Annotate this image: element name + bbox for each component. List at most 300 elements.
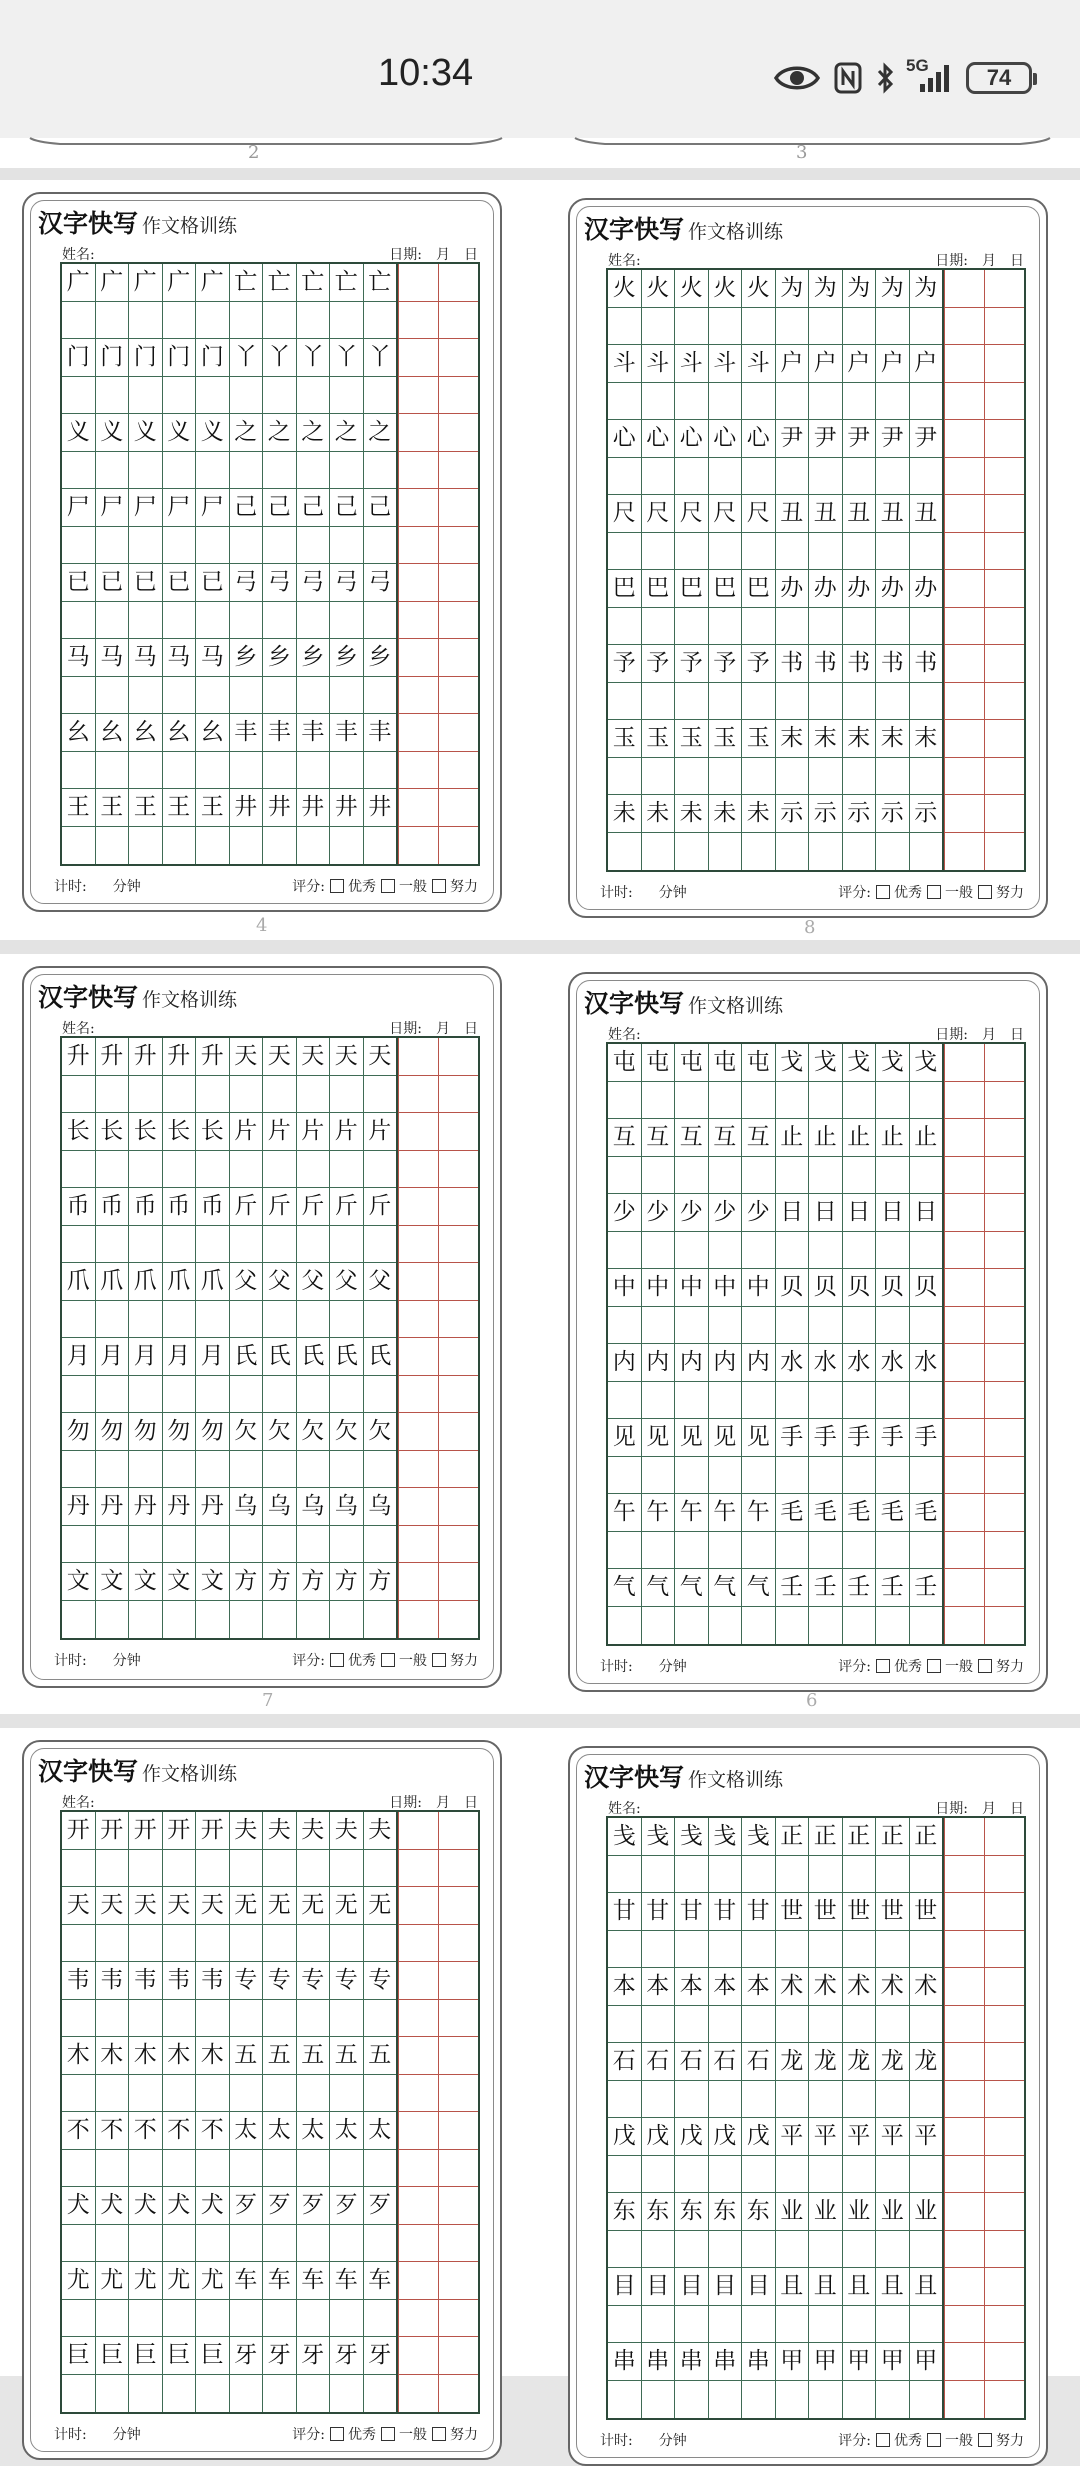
blank-cell: [230, 677, 264, 714]
char-cell: 示: [914, 799, 938, 826]
red-cell: [945, 1232, 985, 1269]
blank-cell: [330, 527, 364, 564]
blank-cell: [196, 452, 230, 489]
char-cell: 丹: [62, 1488, 96, 1525]
effort-checkbox[interactable]: [978, 1659, 992, 1673]
char-cell: 乡: [330, 639, 364, 676]
char-cell: 见: [608, 1419, 642, 1456]
char-cell: 屯: [608, 1044, 642, 1081]
char-cell: 互: [608, 1119, 642, 1156]
blank-cell: [709, 2381, 743, 2419]
blank-cell: [163, 377, 197, 414]
red-cell: [985, 2306, 1024, 2343]
red-practice-column: [398, 1812, 478, 2412]
char-cell: 不: [129, 2112, 163, 2149]
worksheet-card[interactable]: [22, 966, 502, 1688]
char-cell: 书: [914, 649, 938, 676]
char-cell: 斗: [742, 345, 776, 382]
month-text: 月: [436, 1021, 450, 1037]
blank-row: [62, 2000, 396, 2038]
average-checkbox[interactable]: [927, 2433, 941, 2447]
date-text: 日期:: [389, 1795, 422, 1811]
blank-cell: [642, 758, 676, 795]
char-cell: 尤: [129, 2262, 163, 2299]
char-cell: 长: [129, 1113, 163, 1150]
card-title: [38, 978, 237, 1014]
page-section-3[interactable]: [0, 1728, 1080, 2449]
blank-cell: [876, 533, 910, 570]
char-cell: 月: [196, 1338, 230, 1375]
red-cell: [985, 608, 1024, 645]
blank-cell: [675, 683, 709, 720]
char-cell: 丰: [368, 718, 392, 745]
blank-row: [608, 758, 942, 796]
char-cell: 毛: [843, 1494, 877, 1531]
blank-cell: [129, 2075, 163, 2112]
blank-cell: [675, 2081, 709, 2118]
red-cell: [399, 1188, 439, 1225]
blank-cell: [843, 1532, 877, 1569]
char-cell: 义: [163, 414, 197, 451]
red-row: [945, 458, 1024, 496]
red-row: [399, 1038, 478, 1076]
red-row: [399, 1563, 478, 1601]
char-cell: 东: [709, 2193, 743, 2230]
effort-checkbox[interactable]: [432, 2427, 446, 2441]
char-cell: 乌: [330, 1488, 364, 1525]
red-row: [945, 1532, 1024, 1570]
red-cell: [399, 2375, 439, 2413]
blank-cell: [642, 1082, 676, 1119]
title-main: 汉字快写: [584, 989, 685, 1018]
blank-cell: [709, 1232, 743, 1269]
red-cell: [985, 1269, 1024, 1306]
blank-cell: [776, 2006, 810, 2043]
char-cell: 予: [742, 645, 776, 682]
char-cell: 少: [608, 1194, 642, 1231]
char-cell: 王: [163, 789, 197, 826]
char-cell: 天: [196, 1887, 230, 1924]
excellent-checkbox[interactable]: [876, 2433, 890, 2447]
char-cell: 丹: [96, 1488, 130, 1525]
blank-cell: [230, 602, 264, 639]
char-cell: 巨: [62, 2337, 96, 2374]
red-cell: [945, 2043, 985, 2080]
char-cell: 办: [776, 570, 810, 607]
status-icons: [774, 58, 1032, 98]
blank-cell: [742, 1607, 776, 1645]
char-cell: 专: [230, 1962, 264, 1999]
blank-cell: [196, 2075, 230, 2112]
blank-cell: [642, 2306, 676, 2343]
char-cell: 甲: [843, 2343, 877, 2380]
blank-cell: [230, 1226, 264, 1263]
blank-row: [608, 1607, 942, 1645]
date-label: [935, 250, 1024, 270]
char-cell: 斤: [230, 1188, 264, 1225]
char-cell: 已: [196, 564, 230, 601]
char-cell: 巨: [163, 2337, 197, 2374]
day-text: 日: [1010, 1027, 1024, 1043]
excellent-checkbox[interactable]: [330, 2427, 344, 2441]
blank-cell: [910, 1382, 943, 1419]
char-cell: 世: [914, 1897, 938, 1924]
char-cell: 门: [163, 339, 197, 376]
red-row: [945, 2343, 1024, 2381]
blank-cell: [330, 677, 364, 714]
char-cell: 丰: [263, 714, 297, 751]
worksheet-card[interactable]: [568, 198, 1048, 918]
blank-cell: [876, 608, 910, 645]
blank-cell: [608, 2081, 642, 2118]
blank-cell: [230, 452, 264, 489]
average-checkbox[interactable]: [381, 1653, 395, 1667]
worksheet-card[interactable]: [568, 972, 1048, 1692]
blank-cell: [742, 2006, 776, 2043]
char-cell: 弓: [230, 564, 264, 601]
writing-area: [62, 1812, 398, 2412]
blank-cell: [675, 383, 709, 420]
char-cell: 歹: [330, 2187, 364, 2224]
blank-row: [62, 602, 396, 640]
char-cell: 文: [129, 1563, 163, 1600]
excellent-checkbox[interactable]: [876, 885, 890, 899]
average-checkbox[interactable]: [381, 2427, 395, 2441]
char-row: [608, 2043, 942, 2081]
char-cell: 互: [642, 1119, 676, 1156]
char-cell: 尺: [608, 495, 642, 532]
excellent-checkbox[interactable]: [876, 1659, 890, 1673]
blank-cell: [809, 1232, 843, 1269]
title-main: 汉字快写: [38, 209, 139, 238]
blank-cell: [843, 1856, 877, 1893]
blank-cell: [809, 533, 843, 570]
red-row: [945, 2006, 1024, 2044]
score-label: 评分:: [292, 2427, 325, 2443]
char-cell: 止: [809, 1119, 843, 1156]
blank-cell: [129, 752, 163, 789]
blank-cell: [910, 1931, 943, 1968]
blank-cell: [297, 2000, 331, 2037]
red-cell: [439, 1925, 478, 1962]
red-cell: [399, 564, 439, 601]
blank-cell: [129, 377, 163, 414]
blank-cell: [330, 302, 364, 339]
char-cell: 马: [196, 639, 230, 676]
average-checkbox[interactable]: [927, 1659, 941, 1673]
red-row: [399, 752, 478, 790]
month-text: 月: [982, 253, 996, 269]
blank-cell: [876, 2081, 910, 2118]
blank-cell: [96, 827, 130, 865]
card-title: [584, 984, 783, 1020]
red-practice-column: [944, 1818, 1024, 2418]
nfc-icon: [834, 62, 862, 94]
blank-row: [62, 2075, 396, 2113]
blank-row: [608, 458, 942, 496]
excellent-checkbox[interactable]: [330, 1653, 344, 1667]
blank-cell: [709, 308, 743, 345]
red-cell: [399, 2337, 439, 2374]
blank-cell: [297, 2300, 331, 2337]
blank-cell: [96, 602, 130, 639]
char-cell: 太: [230, 2112, 264, 2149]
blank-cell: [675, 2306, 709, 2343]
blank-cell: [876, 1232, 910, 1269]
blank-cell: [230, 2000, 264, 2037]
blank-cell: [196, 677, 230, 714]
char-cell: 乡: [368, 643, 392, 670]
excellent-label: 优秀: [894, 885, 922, 901]
blank-cell: [364, 2375, 397, 2413]
red-cell: [439, 1451, 478, 1488]
worksheet-card[interactable]: [22, 1740, 502, 2460]
blank-cell: [196, 1226, 230, 1263]
blank-cell: [608, 833, 642, 871]
network-type: 5G: [906, 56, 929, 75]
blank-cell: [297, 2075, 331, 2112]
blank-cell: [843, 2306, 877, 2343]
char-cell: 尺: [675, 495, 709, 532]
char-cell: 韦: [163, 1962, 197, 1999]
red-row: [945, 1569, 1024, 1607]
blank-row: [608, 1307, 942, 1345]
char-cell: 毛: [776, 1494, 810, 1531]
blank-cell: [608, 683, 642, 720]
char-cell: 屯: [675, 1044, 709, 1081]
blank-cell: [910, 2156, 943, 2193]
average-label: 一般: [399, 2427, 427, 2443]
red-row: [399, 1376, 478, 1414]
blank-cell: [196, 1526, 230, 1563]
red-cell: [985, 720, 1024, 757]
blank-cell: [263, 452, 297, 489]
char-cell: 天: [263, 1038, 297, 1075]
blank-cell: [62, 1076, 96, 1113]
title-sub: 作文格训练: [142, 215, 238, 237]
blank-cell: [96, 377, 130, 414]
blank-cell: [709, 2231, 743, 2268]
page-number: 4: [256, 915, 268, 936]
blank-cell: [330, 1376, 364, 1413]
char-cell: 毛: [809, 1494, 843, 1531]
char-cell: 少: [709, 1194, 743, 1231]
red-cell: [439, 1887, 478, 1924]
blank-cell: [62, 1601, 96, 1639]
blank-cell: [163, 2300, 197, 2337]
char-cell: 丰: [230, 714, 264, 751]
score-area: [292, 1650, 478, 1670]
blank-cell: [96, 677, 130, 714]
blank-cell: [297, 602, 331, 639]
blank-cell: [96, 1376, 130, 1413]
blank-cell: [230, 2300, 264, 2337]
blank-cell: [297, 1151, 331, 1188]
char-cell: 见: [742, 1419, 776, 1456]
blank-cell: [263, 1526, 297, 1563]
red-cell: [399, 414, 439, 451]
char-cell: 示: [776, 795, 810, 832]
red-row: [399, 827, 478, 865]
red-row: [399, 789, 478, 827]
char-cell: 专: [263, 1962, 297, 1999]
blank-row: [608, 2006, 942, 2044]
blank-cell: [642, 1931, 676, 1968]
char-cell: 歹: [297, 2187, 331, 2224]
char-cell: 中: [675, 1269, 709, 1306]
blank-cell: [163, 527, 197, 564]
blank-cell: [330, 1076, 364, 1113]
red-cell: [439, 789, 478, 826]
blank-cell: [608, 608, 642, 645]
blank-cell: [709, 758, 743, 795]
char-cell: 片: [368, 1117, 392, 1144]
blank-row: [608, 1457, 942, 1495]
char-cell: 尺: [709, 495, 743, 532]
char-cell: 中: [608, 1269, 642, 1306]
char-cell: 午: [742, 1494, 776, 1531]
red-cell: [945, 420, 985, 457]
char-cell: 无: [330, 1887, 364, 1924]
char-cell: 车: [263, 2262, 297, 2299]
char-cell: 片: [263, 1113, 297, 1150]
blank-cell: [776, 758, 810, 795]
blank-cell: [910, 758, 943, 795]
char-cell: 木: [163, 2037, 197, 2074]
blank-cell: [910, 383, 943, 420]
char-cell: 马: [163, 639, 197, 676]
red-row: [399, 1151, 478, 1189]
red-row: [399, 1887, 478, 1925]
page-section-2[interactable]: [0, 954, 1080, 1714]
blank-row: [608, 2081, 942, 2119]
red-cell: [439, 2075, 478, 2112]
red-cell: [945, 2381, 985, 2419]
blank-cell: [263, 827, 297, 865]
char-cell: 甲: [776, 2343, 810, 2380]
blank-cell: [742, 1856, 776, 1893]
char-cell: 丫: [330, 339, 364, 376]
blank-cell: [163, 677, 197, 714]
blank-cell: [263, 1451, 297, 1488]
blank-row: [608, 1856, 942, 1894]
red-cell: [985, 270, 1024, 307]
char-cell: 且: [843, 2268, 877, 2305]
red-cell: [439, 714, 478, 751]
average-checkbox[interactable]: [381, 879, 395, 893]
average-checkbox[interactable]: [927, 885, 941, 899]
practice-grid: [60, 1810, 480, 2414]
blank-cell: [330, 1451, 364, 1488]
red-cell: [399, 789, 439, 826]
char-cell: 贝: [914, 1273, 938, 1300]
blank-cell: [330, 2300, 364, 2337]
red-row: [399, 564, 478, 602]
effort-checkbox[interactable]: [978, 885, 992, 899]
char-cell: 专: [330, 1962, 364, 1999]
char-cell: 氏: [263, 1338, 297, 1375]
char-cell: 壬: [876, 1569, 910, 1606]
char-row: [608, 1419, 942, 1457]
char-cell: 文: [196, 1563, 230, 1600]
blank-cell: [642, 458, 676, 495]
char-cell: 业: [776, 2193, 810, 2230]
blank-cell: [62, 827, 96, 865]
blank-cell: [809, 1457, 843, 1494]
char-row: [608, 1344, 942, 1382]
char-row: [62, 1338, 396, 1376]
red-cell: [399, 1301, 439, 1338]
effort-checkbox[interactable]: [432, 1653, 446, 1667]
effort-checkbox[interactable]: [978, 2433, 992, 2447]
red-cell: [945, 2306, 985, 2343]
blank-cell: [96, 2300, 130, 2337]
red-cell: [399, 1526, 439, 1563]
red-cell: [985, 1931, 1024, 1968]
char-cell: 甘: [642, 1893, 676, 1930]
char-cell: 巴: [608, 570, 642, 607]
page-section-1[interactable]: [0, 180, 1080, 940]
char-cell: 正: [914, 1822, 938, 1849]
char-cell: 戋: [642, 1818, 676, 1855]
char-cell: 勿: [96, 1413, 130, 1450]
blank-cell: [809, 1307, 843, 1344]
blank-cell: [776, 2081, 810, 2118]
practice-grid: [60, 1036, 480, 1640]
blank-cell: [675, 833, 709, 871]
red-row: [399, 414, 478, 452]
char-cell: 丫: [263, 339, 297, 376]
char-cell: 夫: [263, 1812, 297, 1849]
blank-cell: [709, 1607, 743, 1645]
excellent-checkbox[interactable]: [330, 879, 344, 893]
blank-cell: [297, 452, 331, 489]
red-row: [945, 2306, 1024, 2344]
worksheet-card[interactable]: [22, 192, 502, 912]
page-gap: [0, 1714, 1080, 1728]
char-cell: 斤: [297, 1188, 331, 1225]
red-row: [945, 570, 1024, 608]
char-cell: 正: [809, 1818, 843, 1855]
char-cell: 壬: [843, 1569, 877, 1606]
char-cell: 未: [642, 795, 676, 832]
blank-cell: [709, 1382, 743, 1419]
blank-cell: [642, 1532, 676, 1569]
blank-cell: [809, 683, 843, 720]
char-cell: 已: [129, 564, 163, 601]
blank-cell: [776, 2306, 810, 2343]
score-label: 评分:: [838, 1659, 871, 1675]
blank-cell: [608, 1931, 642, 1968]
char-cell: 马: [62, 639, 96, 676]
char-cell: 戊: [675, 2118, 709, 2155]
blank-cell: [196, 1601, 230, 1639]
blank-cell: [675, 2381, 709, 2419]
blank-cell: [675, 1157, 709, 1194]
red-cell: [399, 527, 439, 564]
char-row: [62, 1413, 396, 1451]
char-cell: 马: [129, 639, 163, 676]
worksheet-card[interactable]: [568, 1746, 1048, 2466]
effort-checkbox[interactable]: [432, 879, 446, 893]
blank-cell: [608, 1082, 642, 1119]
char-cell: 弓: [330, 564, 364, 601]
practice-grid: [606, 268, 1026, 872]
red-cell: [439, 452, 478, 489]
char-cell: 午: [642, 1494, 676, 1531]
blank-cell: [910, 2306, 943, 2343]
char-row: [62, 1962, 396, 2000]
